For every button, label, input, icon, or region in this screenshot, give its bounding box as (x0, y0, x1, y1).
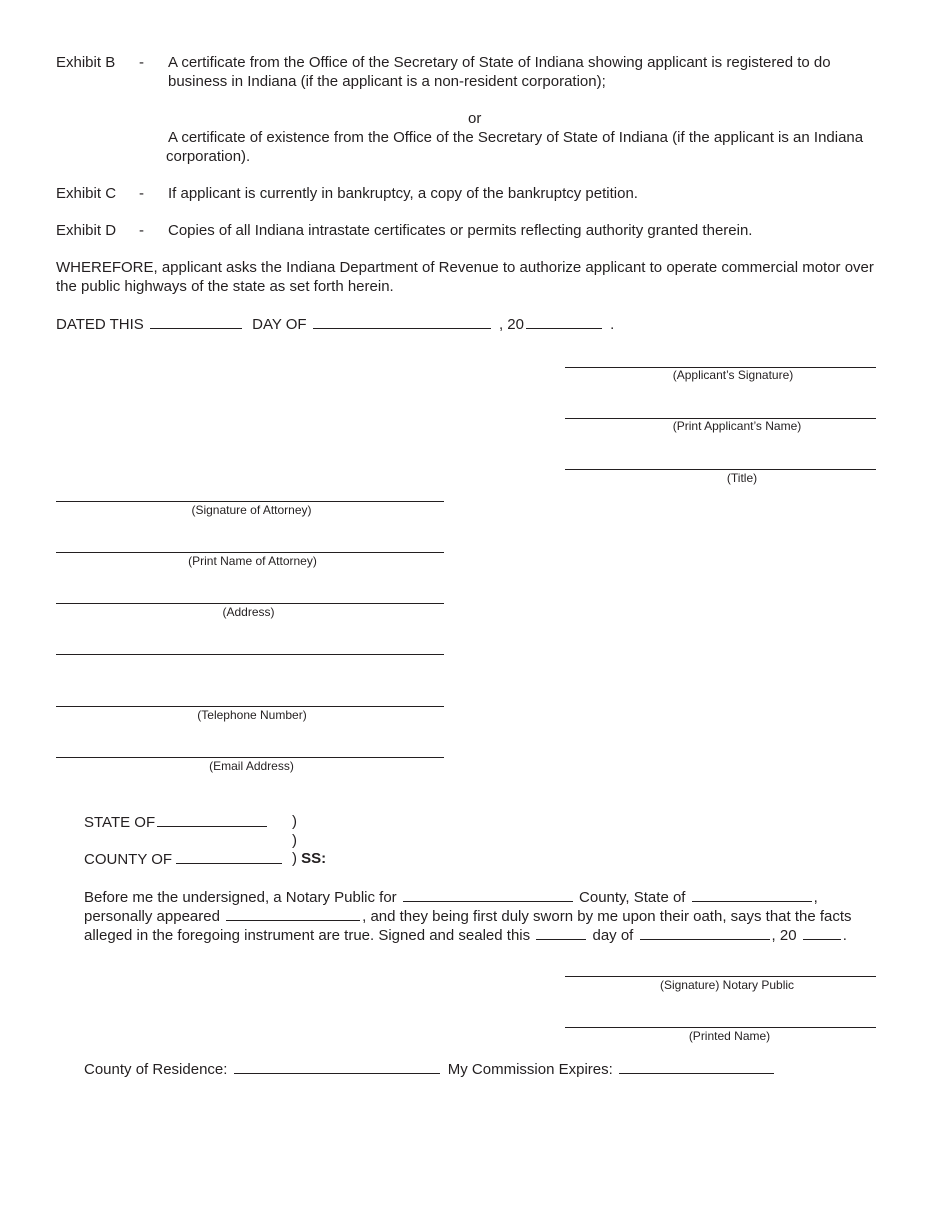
venue-paren-1: ) (292, 813, 297, 830)
notary-county-field[interactable] (403, 887, 573, 902)
county-residence-label: County of Residence: (84, 1061, 228, 1078)
dated-this-label: DATED THIS (56, 316, 144, 333)
attorney-signature-line[interactable] (56, 501, 444, 502)
exhibit-b-label: Exhibit B (56, 54, 116, 71)
notary-day-field[interactable] (536, 925, 586, 940)
notary-year-field[interactable] (803, 925, 841, 940)
venue-ss (292, 849, 326, 868)
notary-text-6: day of (592, 927, 634, 944)
notary-text-2: County, State of (579, 889, 686, 906)
state-of-field[interactable] (157, 812, 267, 827)
attorney-name-line[interactable] (56, 552, 444, 553)
attorney-address-caption: (Address) (222, 605, 275, 619)
venue-paren-2: ) (292, 832, 297, 849)
notary-month-field[interactable] (640, 925, 770, 940)
attorney-signature-caption: (Signature of Attorney) (191, 503, 312, 517)
attorney-email-caption: (Email Address) (209, 759, 294, 773)
notary-appeared-field[interactable] (226, 906, 360, 921)
applicant-title-line[interactable] (565, 469, 876, 470)
exhibit-d-dash: - (139, 222, 144, 239)
exhibit-c-label: Exhibit C (56, 185, 117, 202)
exhibit-b-text-alt: A certificate of existence from the Office of the Secretary of State of Indiana (if the applicant is an Indiana corporation). (166, 129, 864, 165)
attorney-name-caption: (Print Name of Attorney) (188, 554, 317, 568)
notary-signature-line[interactable] (565, 976, 876, 977)
notary-line-1: Before me the undersigned, a Notary Public for County, State of , (84, 889, 818, 906)
wherefore-paragraph: WHEREFORE, applicant asks the Indiana Department of Revenue to authorize applicant to operate commercial motor over the public highways of the state as set forth herein. (56, 259, 874, 295)
commission-field[interactable] (619, 1059, 774, 1074)
ss-label: SS: (301, 850, 327, 867)
notary-text-7: , 20 (771, 927, 797, 944)
notary-text-4: , and they being first duly sworn by me upon their oath, says that the facts (362, 908, 852, 925)
applicant-name-caption: (Print Applicant’s Name) (672, 419, 802, 433)
attorney-address-line[interactable] (56, 603, 444, 604)
notary-text-1: Before me the undersigned, a Notary Public for (84, 889, 397, 906)
dated-month-field[interactable] (313, 314, 491, 329)
county-of-label: COUNTY OF (84, 851, 173, 868)
residence-commission-row (84, 1059, 776, 1079)
notary-line-2 (84, 906, 852, 926)
county-of-field[interactable] (176, 849, 282, 864)
exhibit-c-dash: - (139, 185, 144, 202)
attorney-telephone-line[interactable] (56, 706, 444, 707)
state-of-label: STATE OF (84, 814, 156, 831)
exhibit-c-text: If applicant is currently in bankruptcy, a copy of the bankruptcy petition. (168, 185, 638, 202)
notary-line-3: alleged in the foregoing instrument are true. Signed and sealed this day of , 20 . (84, 927, 847, 944)
day-of-label: DAY OF (252, 316, 307, 333)
exhibit-b-dash: - (139, 54, 144, 71)
notary-printed-name-line[interactable] (565, 1027, 876, 1028)
notary-printed-name-caption: (Printed Name) (688, 1029, 771, 1043)
attorney-email-line[interactable] (56, 757, 444, 758)
attorney-telephone-caption: (Telephone Number) (197, 708, 307, 722)
dated-line (56, 314, 614, 334)
exhibit-d-text: Copies of all Indiana intrastate certificates or permits reflecting authority granted therein. (168, 222, 753, 239)
applicant-title-caption: (Title) (726, 471, 758, 485)
notary-state-field[interactable] (692, 887, 812, 902)
applicant-signature-caption: (Applicant’s Signature) (672, 368, 794, 382)
state-of-row (84, 812, 269, 832)
exhibit-b-text: A certificate from the Office of the Secretary of State of Indiana showing applicant is registered to do business in Indiana (if the applicant is a non-resident corporation); (168, 54, 831, 90)
attorney-address-line-2[interactable] (56, 654, 444, 655)
dated-day-field[interactable] (150, 314, 242, 329)
dated-year-field[interactable] (526, 314, 602, 329)
notary-text-5: alleged in the foregoing instrument are true. Signed and sealed this (84, 927, 531, 944)
year-prefix: , 20 (498, 316, 524, 333)
exhibit-d-label: Exhibit D (56, 222, 117, 239)
exhibit-b-or: or (468, 110, 482, 127)
dated-period: . (610, 316, 615, 333)
county-of-row (84, 849, 284, 869)
notary-text-3: personally appeared (84, 908, 220, 925)
county-residence-field[interactable] (234, 1059, 440, 1074)
notary-signature-caption: (Signature) Notary Public (659, 978, 795, 992)
commission-label: My Commission Expires: (447, 1061, 613, 1078)
venue-paren-3: ) (292, 850, 297, 867)
